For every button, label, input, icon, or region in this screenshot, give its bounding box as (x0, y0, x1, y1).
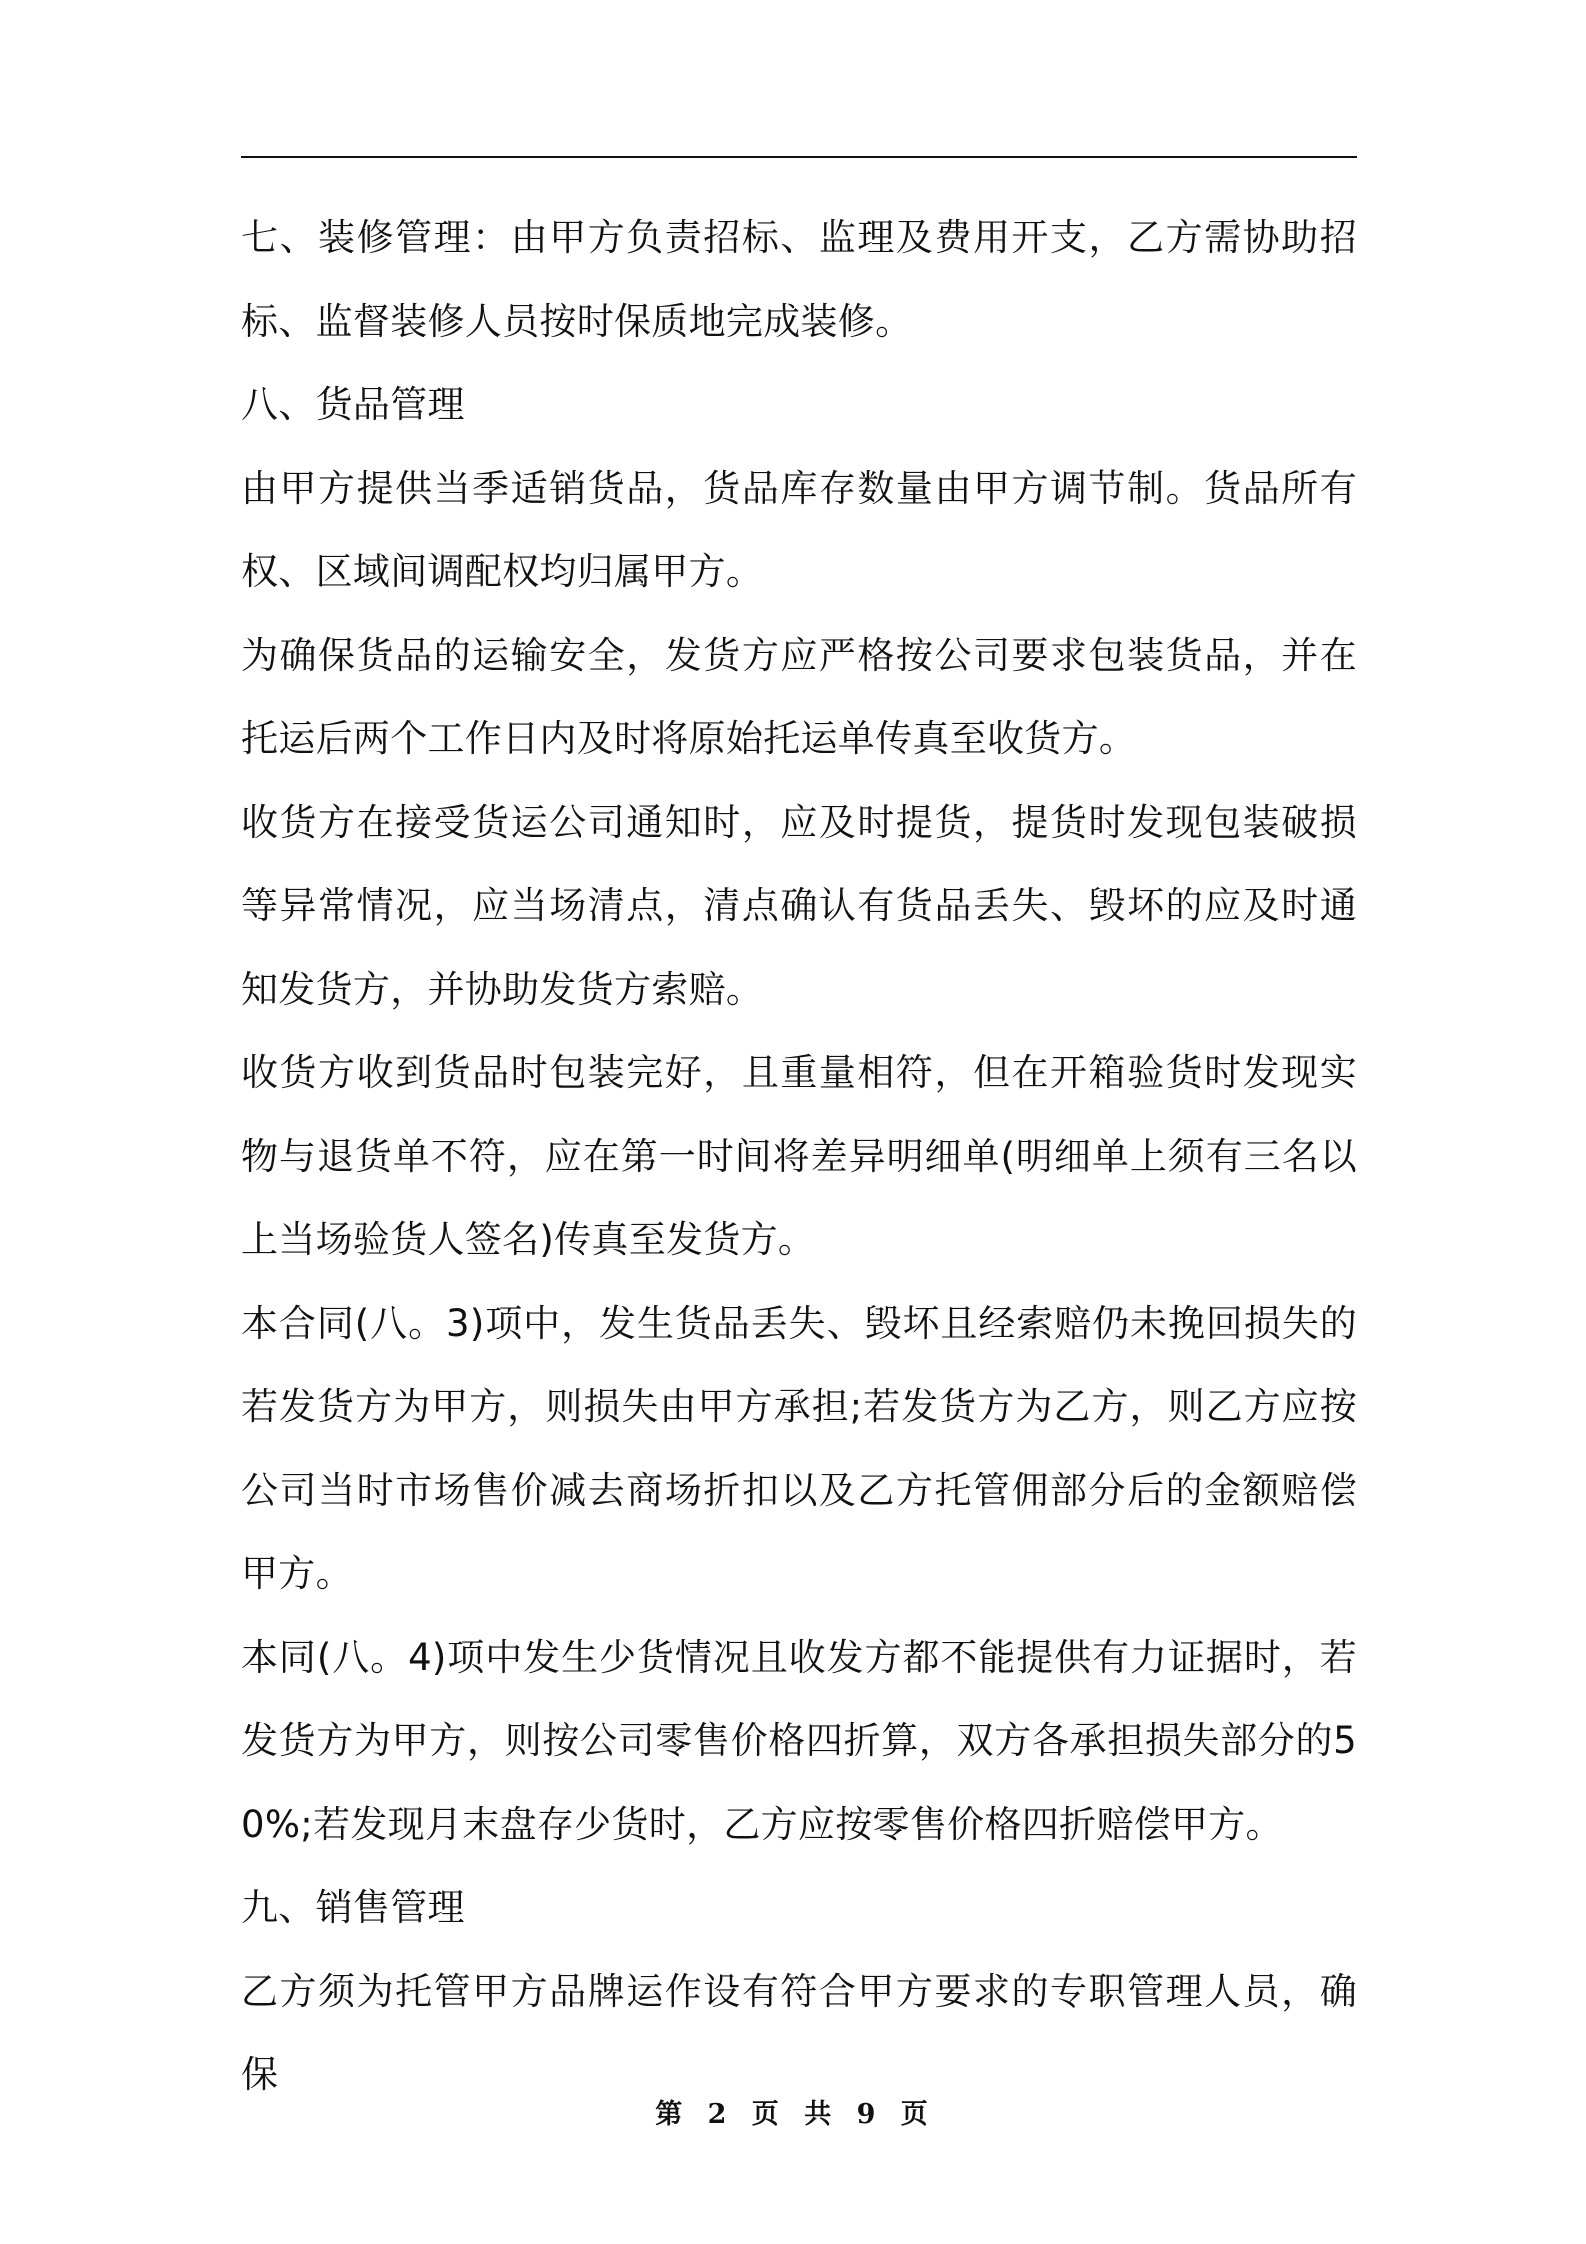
paragraph-sales-staff: 乙方须为托管甲方品牌运作设有符合甲方要求的专职管理人员，确保 (241, 1969, 1357, 2096)
paragraph-shortage: 本同(八。4)项中发生少货情况且收发方都不能提供有力证据时，若发货方为甲方，则按公司零售价格四折算，双方各承担损失部分的50%;若发现月末盘存少货时，乙方应按零售价格四折赔偿甲方。 (241, 1635, 1357, 1846)
section-8-heading: 八、货品管理 (241, 383, 465, 426)
paragraph-discrepancy: 收货方收到货品时包装完好，且重量相符，但在开箱验货时发现实物与退货单不符，应在第一时间将差异明细单(明细单上须有三名以上当场验货人签名)传真至发货方。 (241, 1051, 1357, 1261)
document-body (241, 196, 1357, 2117)
paragraph-loss-compensation: 本合同(八。3)项中，发生货品丢失、毁坏且经索赔仍未挽回损失的若发货方为甲方，则损失由甲方承担;若发货方为乙方，则乙方应按公司当时市场售价减去商场折扣以及乙方托管佣部分后的金额赔偿甲方。 (241, 1301, 1357, 1595)
paragraph-transport-safety: 为确保货品的运输安全，发货方应严格按公司要求包装货品，并在托运后两个工作日内及时将原始托运单传真至收货方。 (241, 633, 1357, 760)
paragraph-receiving-damage: 收货方在接受货运公司通知时，应及时提货，提货时发现包装破损等异常情况，应当场清点，清点确认有货品丢失、毁坏的应及时通知发货方，并协助发货方索赔。 (241, 800, 1357, 1011)
paragraph-goods-supply: 由甲方提供当季适销货品，货品库存数量由甲方调节制。货品所有权、区域间调配权均归属甲方。 (241, 466, 1357, 593)
section-7-decoration-management: 七、装修管理：由甲方负责招标、监理及费用开支，乙方需协助招标、监督装修人员按时保质地完成装修。 (241, 216, 1357, 343)
header-rule (241, 156, 1357, 158)
page-number-footer: 第 2 页 共 9 页 (655, 2099, 931, 2130)
section-9-heading: 九、销售管理 (241, 1886, 465, 1929)
